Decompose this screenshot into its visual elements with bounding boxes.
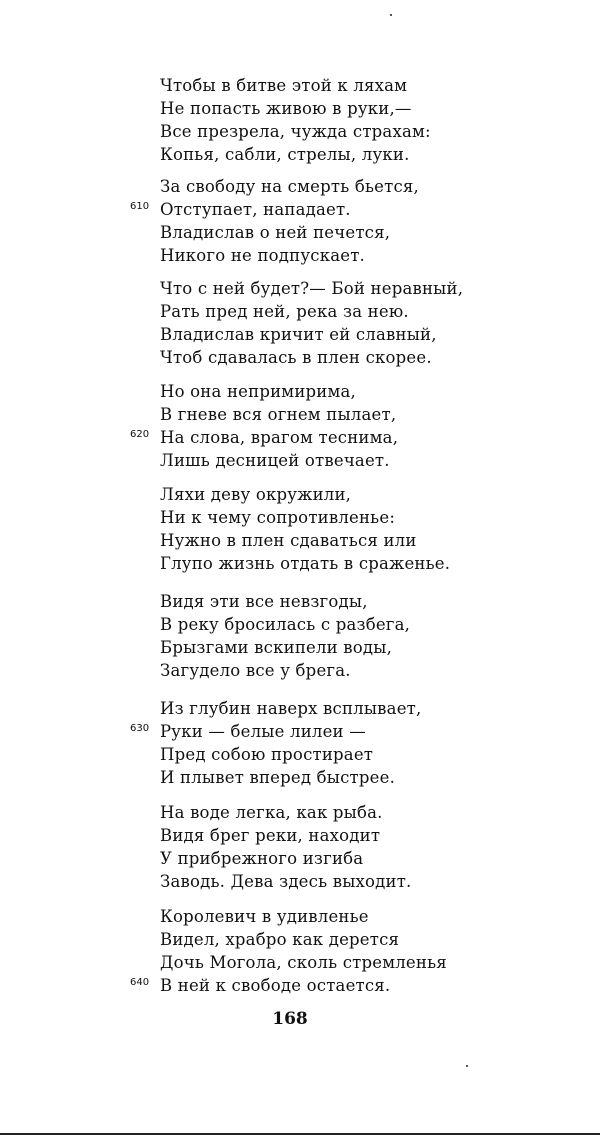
- verse-line: [0, 951, 600, 974]
- verse-line: [0, 483, 600, 506]
- verse-line: [0, 801, 600, 824]
- verse-text: Владислав кричит ей славный,: [160, 325, 437, 344]
- verse-line: [0, 74, 600, 97]
- verse-text: Загудело все у брега.: [160, 661, 351, 680]
- verse-line: [0, 743, 600, 766]
- verse-text: И плывет вперед быстрее.: [160, 768, 396, 787]
- verse-text: Но она непримирима,: [160, 382, 357, 401]
- verse-line: [0, 697, 600, 720]
- verse-text: Лишь десницей отвечает.: [160, 451, 390, 470]
- verse-line: [0, 449, 600, 472]
- verse-line: [0, 120, 600, 143]
- verse-text: Ляхи деву окружили,: [160, 485, 352, 504]
- verse-line: [0, 659, 600, 682]
- verse-text: На воде легка, как рыба.: [160, 803, 383, 822]
- stanza: [0, 697, 600, 789]
- line-number: 610: [130, 201, 150, 212]
- verse-line: [0, 928, 600, 951]
- verse-line: [0, 244, 600, 267]
- verse-text: Глупо жизнь отдать в сраженье.: [160, 554, 451, 573]
- verse-line: [0, 143, 600, 166]
- verse-line: [0, 403, 600, 426]
- verse-line: [0, 870, 600, 893]
- verse-line: [0, 824, 600, 847]
- verse-line: [0, 323, 600, 346]
- verse-line: [0, 720, 600, 743]
- verse-text: Дочь Могола, сколь стремленья: [160, 953, 447, 972]
- verse-line: [0, 552, 600, 575]
- stanza: [0, 74, 600, 166]
- verse-line: [0, 97, 600, 120]
- verse-text: Рать пред ней, река за нею.: [160, 302, 409, 321]
- line-number: 640: [130, 977, 150, 988]
- verse-text: В реку бросилась с разбега,: [160, 615, 411, 634]
- verse-text: Чтобы в битве этой к ляхам: [160, 76, 408, 95]
- stanza: [0, 801, 600, 893]
- verse-text: Руки — белые лилеи —: [160, 722, 366, 741]
- verse-line: [0, 346, 600, 369]
- verse-text: Чтоб сдавалась в плен скорее.: [160, 348, 432, 367]
- verse-line: [0, 636, 600, 659]
- verse-text: Не попасть живою в руки,—: [160, 99, 412, 118]
- verse-text: Заводь. Дева здесь выходит.: [160, 872, 412, 891]
- page-edge-line: [0, 1133, 600, 1135]
- verse-line: [0, 426, 600, 449]
- verse-line: [0, 198, 600, 221]
- verse-text: Владислав о ней печется,: [160, 223, 391, 242]
- verse-text: В ней к свободе остается.: [160, 976, 391, 995]
- verse-text: Видя эти все невзгоды,: [160, 592, 368, 611]
- verse-line: [0, 221, 600, 244]
- verse-text: Никого не подпускает.: [160, 246, 365, 265]
- stanza: [0, 175, 600, 267]
- verse-text: Все презрела, чужда страхам:: [160, 122, 431, 141]
- verse-text: Из глубин наверх всплывает,: [160, 699, 422, 718]
- verse-line: [0, 529, 600, 552]
- verse-text: На слова, врагом теснима,: [160, 428, 399, 447]
- verse-text: Видя брег реки, находит: [160, 826, 381, 845]
- print-speck: [466, 1065, 468, 1067]
- stanza: [0, 590, 600, 682]
- line-number: 620: [130, 429, 150, 440]
- verse-line: [0, 847, 600, 870]
- stanza: [0, 380, 600, 472]
- verse-line: [0, 974, 600, 997]
- stanza: [0, 483, 600, 575]
- verse-text: Что с ней будет?— Бой неравный,: [160, 279, 464, 298]
- verse-text: Копья, сабли, стрелы, луки.: [160, 145, 410, 164]
- line-number: 630: [130, 723, 150, 734]
- verse-line: [0, 300, 600, 323]
- verse-line: [0, 766, 600, 789]
- page-number: 168: [272, 1009, 308, 1029]
- verse-text: Ни к чему сопротивленье:: [160, 508, 396, 527]
- verse-text: Брызгами вскипели воды,: [160, 638, 393, 657]
- verse-line: [0, 380, 600, 403]
- verse-text: За свободу на смерть бьется,: [160, 177, 419, 196]
- verse-text: Отступает, нападает.: [160, 200, 351, 219]
- verse-line: [0, 905, 600, 928]
- verse-line: [0, 506, 600, 529]
- verse-text: У прибрежного изгиба: [160, 849, 364, 868]
- verse-line: [0, 590, 600, 613]
- verse-line: [0, 277, 600, 300]
- verse-line: [0, 613, 600, 636]
- stanza: [0, 905, 600, 997]
- verse-text: Видел, храбро как дерется: [160, 930, 400, 949]
- verse-text: Нужно в плен сдаваться или: [160, 531, 417, 550]
- stanza: [0, 277, 600, 369]
- verse-text: В гневе вся огнем пылает,: [160, 405, 397, 424]
- print-speck: [390, 14, 392, 16]
- verse-text: Королевич в удивленье: [160, 907, 369, 926]
- verse-text: Пред собою простирает: [160, 745, 374, 764]
- verse-line: [0, 175, 600, 198]
